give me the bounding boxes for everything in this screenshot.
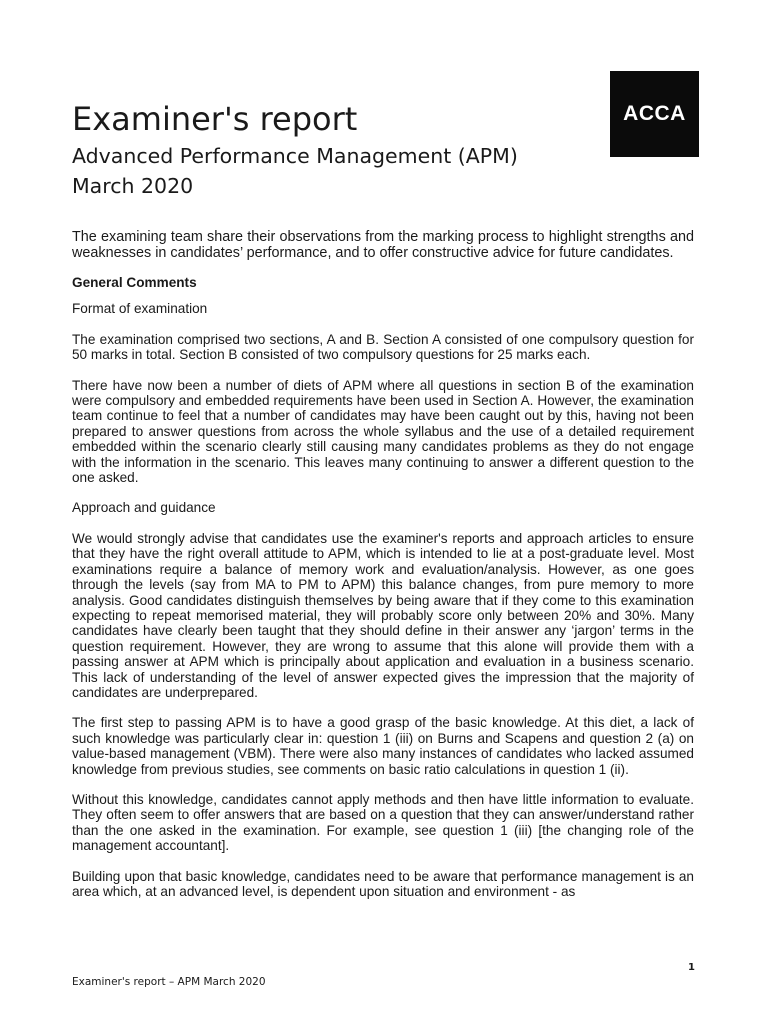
format-paragraph-2: There have now been a number of diets of APM where all questions in section B of the examination were compulsory and embedded requirements have been used in Section A. However, the examination team continue to feel that a number of candidates may have been caught out by this, having not been prepared to answer questions from across the whole syllabus and the use of a detailed requirement embedded within the scenario clearly still causing many candidates problems as they do not engage with the information in the scenario. This leaves many continuing to answer a different question to the one asked. <box>72 377 694 486</box>
page-subtitle: Advanced Performance Management (APM) <box>72 144 518 168</box>
page-number: 1 <box>688 962 695 973</box>
report-body <box>72 229 694 914</box>
page-date: March 2020 <box>72 174 194 198</box>
intro-paragraph: The examining team share their observations from the marking process to highlight strengths and weaknesses in candidates’ performance, and to offer constructive advice for future candidates. <box>72 229 694 261</box>
approach-paragraph-3: Without this knowledge, candidates cannot apply methods and then have little information to evaluate. They often seem to offer answers that are based on a question that they can answer/understand rather than the one asked in the examination. For example, see question 1 (iii) [the changing role of the management accountant]. <box>72 791 694 854</box>
general-comments-heading: General Comments <box>72 275 197 290</box>
format-heading: Format of examination <box>72 301 208 317</box>
approach-paragraph-2: The first step to passing APM is to have a good grasp of the basic knowledge. At this diet, a lack of such knowledge was particularly clear in: question 1 (iii) on Burns and Scapens and question 2 (a) on value-based management (VBM). There were also many instances of candidates who lacked assumed knowledge from previous studies, see comments on basic ratio calculations in question 1 (ii). <box>72 715 694 777</box>
approach-heading: Approach and guidance <box>72 500 216 516</box>
page-title: Examiner's report <box>72 100 358 138</box>
approach-paragraph-4: Building upon that basic knowledge, candidates need to be aware that performance management is an area which, at an advanced level, is dependent upon situation and environment - as <box>72 868 694 899</box>
page-footer: Examiner's report – APM March 2020 <box>72 976 266 988</box>
format-paragraph-1: The examination comprised two sections, A and B. Section A consisted of one compulsory question for 50 marks in total. Section B consisted of two compulsory questions for 25 marks each. <box>72 331 694 363</box>
approach-paragraph-1: We would strongly advise that candidates use the examiner's reports and approach articles to ensure that they have the right overall attitude to APM, which is intended to lie at a post-graduate level. Most examinations require a balance of memory work and evaluation/analysis. However, as one goes through the levels (say from MA to PM to APM) this balance changes, from pure memory to more analysis. Good candidates distinguish themselves by being aware that if they come to this examination expecting to repeat memorised material, they will probably score only between 20% and 30%. Many candidates have clearly been taught that they should define in their answer any ‘jargon’ terms in the question requirement. However, they are wrong to assume that this alone will provide them with a passing answer at APM which is principally about application and evaluation in a business scenario. This lack of understanding of the level of answer expected gives the impression that the majority of candidates are underprepared. <box>72 530 694 700</box>
acca-logo <box>610 71 699 157</box>
acca-logo-text: ACCA <box>623 102 686 125</box>
